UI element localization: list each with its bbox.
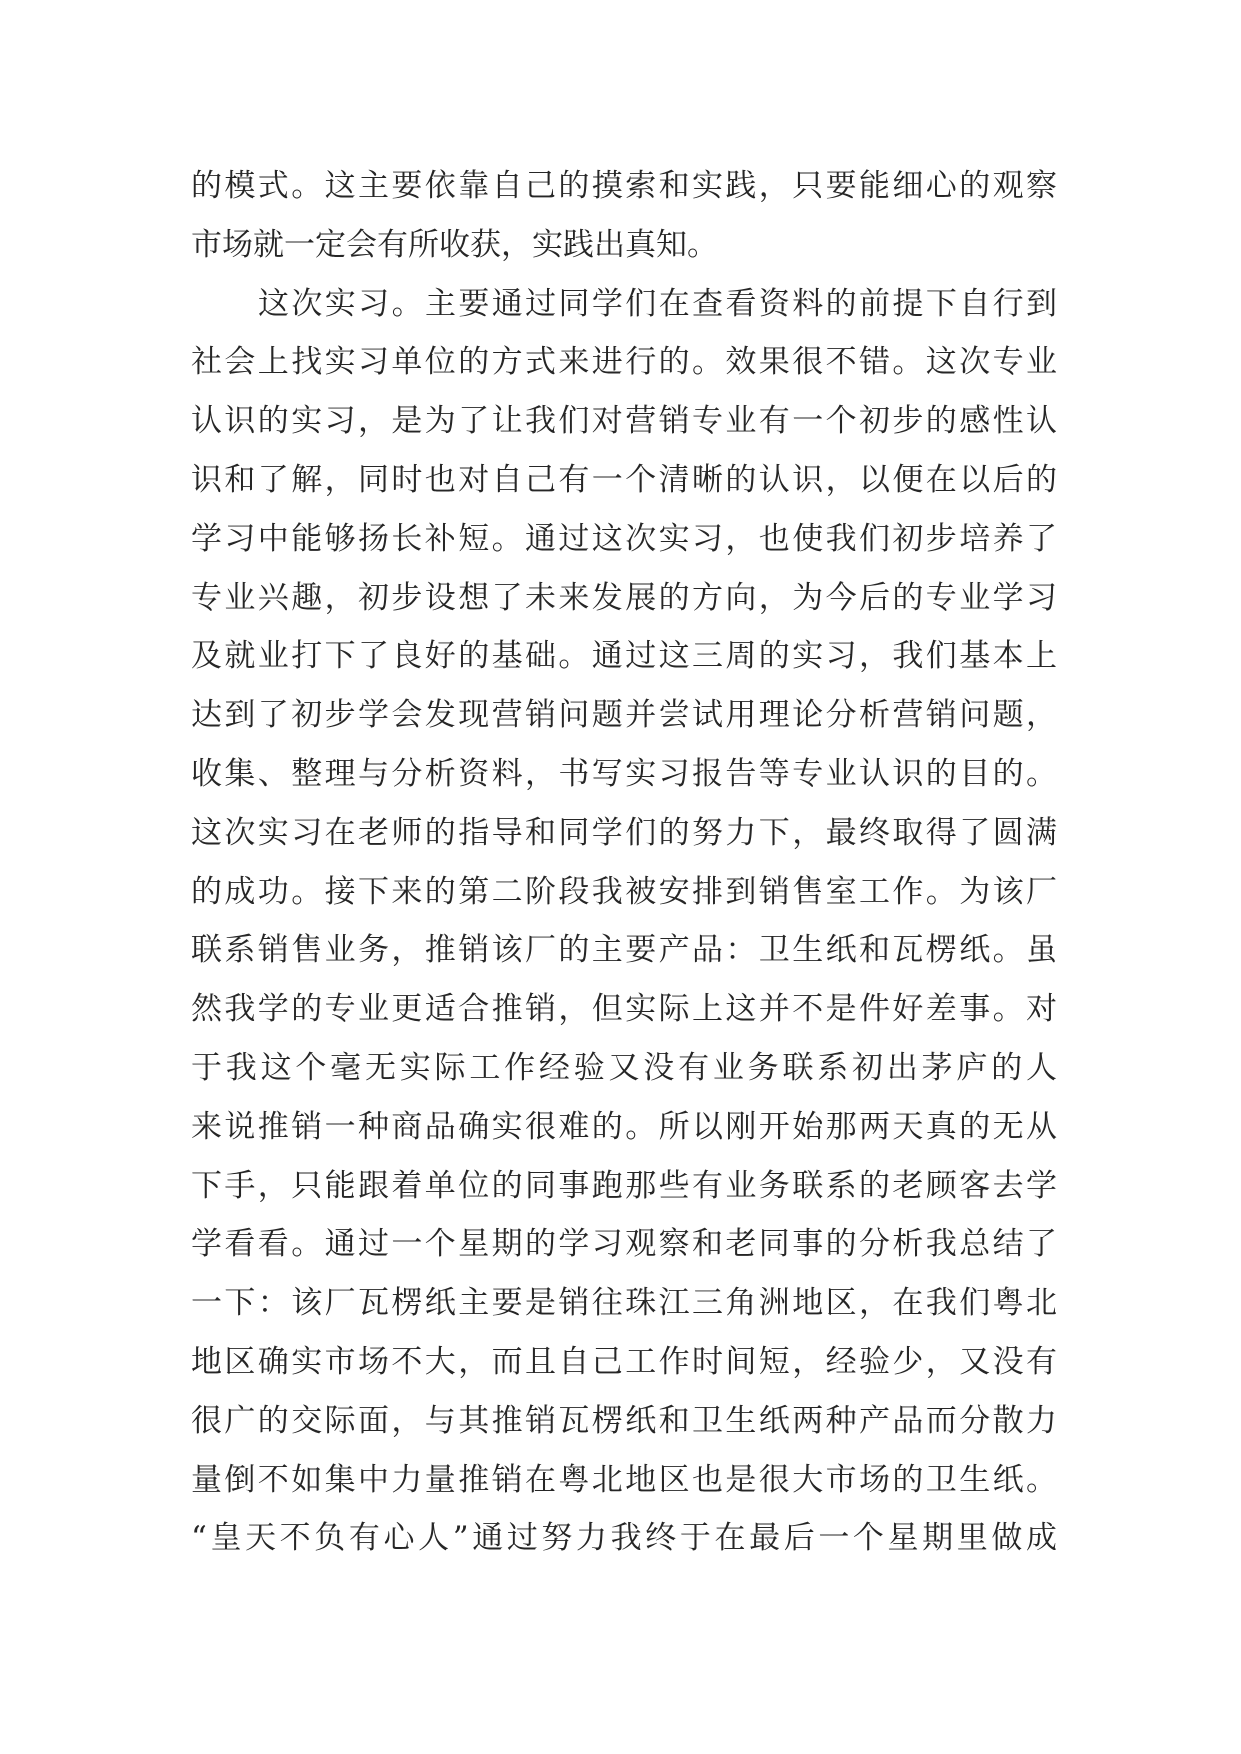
text-line: 收集、整理与分析资料，书写实习报告等专业认识的目的。 bbox=[191, 755, 1057, 792]
text-line: 的模式。这主要依靠自己的摸索和实践，只要能细心的观察 bbox=[191, 168, 1057, 204]
text-line: 这次实习在老师的指导和同学们的努力下，最终取得了圆满 bbox=[191, 814, 1057, 851]
text-line: 学看看。通过一个星期的学习观察和老同事的分析我总结了 bbox=[191, 1226, 1057, 1263]
text-line: 联系销售业务，推销该厂的主要产品：卫生纸和瓦楞纸。虽 bbox=[191, 932, 1057, 969]
text-line: 量倒不如集中力量推销在粤北地区也是很大市场的卫生纸。 bbox=[191, 1461, 1057, 1498]
paragraph bbox=[191, 275, 1057, 1569]
text-line: 然我学的专业更适合推销，但实际上这并不是件好差事。对 bbox=[191, 991, 1057, 1028]
text-line: 及就业打下了良好的基础。通过这三周的实习，我们基本上 bbox=[191, 638, 1057, 675]
text-line: 达到了初步学会发现营销问题并尝试用理论分析营销问题， bbox=[191, 697, 1057, 734]
text-line: 的成功。接下来的第二阶段我被安排到销售室工作。为该厂 bbox=[191, 873, 1057, 910]
text-line: 认识的实习，是为了让我们对营销专业有一个初步的感性认 bbox=[191, 403, 1057, 440]
text-line: 识和了解，同时也对自己有一个清晰的认识，以便在以后的 bbox=[191, 461, 1057, 498]
text-line: 很广的交际面，与其推销瓦楞纸和卫生纸两种产品而分散力 bbox=[191, 1402, 1057, 1439]
text-line: 来说推销一种商品确实很难的。所以刚开始那两天真的无从 bbox=[191, 1108, 1057, 1145]
text-line: “皇天不负有心人”通过努力我终于在最后一个星期里做成 bbox=[191, 1520, 1057, 1557]
text-line: 专业兴趣，初步设想了未来发展的方向，为今后的专业学习 bbox=[191, 579, 1057, 616]
text-line: 于我这个毫无实际工作经验又没有业务联系初出茅庐的人 bbox=[191, 1049, 1057, 1086]
text-line: 下手，只能跟着单位的同事跑那些有业务联系的老顾客去学 bbox=[191, 1167, 1057, 1204]
text-line: 学习中能够扬长补短。通过这次实习，也使我们初步培养了 bbox=[191, 520, 1057, 557]
text-line: 市场就一定会有所收获，实践出真知。 bbox=[191, 226, 718, 263]
text-line: 社会上找实习单位的方式来进行的。效果很不错。这次专业 bbox=[191, 344, 1057, 381]
paragraph bbox=[191, 157, 1057, 275]
text-line: 地区确实市场不大，而且自己工作时间短，经验少，又没有 bbox=[191, 1343, 1057, 1380]
text-line: 一下：该厂瓦楞纸主要是销往珠江三角洲地区，在我们粤北 bbox=[191, 1285, 1057, 1322]
text-line: 这次实习。主要通过同学们在查看资料的前提下自行到 bbox=[258, 285, 1057, 322]
